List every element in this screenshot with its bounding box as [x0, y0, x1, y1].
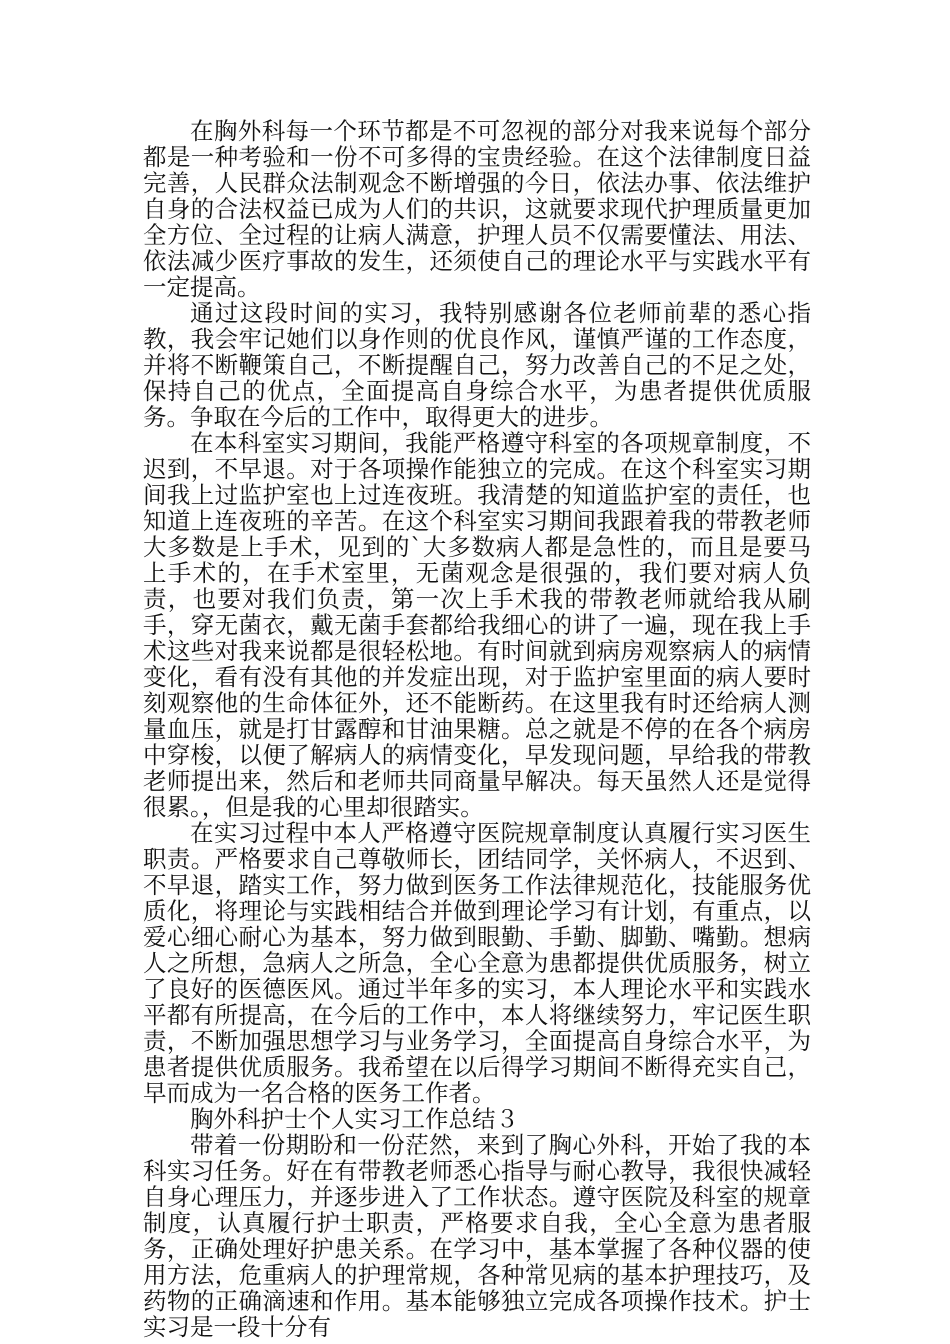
body-paragraph: 在实习过程中本人严格遵守医院规章制度认真履行实习医生职责。严格要求自己尊敬师长，团结同学，关怀病人，不迟到、不早退，踏实工作，努力做到医务工作法律规范化，技能服务优质化，将理论与实践相结合并做到理论学习有计划，有重点，以爱心细心耐心为基本，努力做到眼勤、手勤、脚勤、嘴勤。想病人之所想，急病人之所急，全心全意为患都提供优质服务，树立了良好的医德医风。通过半年多的实习，本人理论水平和实践水平都有所提高，在今后的工作中，本人将继续努力，牢记医生职责，不断加强思想学习与业务学习，全面提高自身综合水平，为患者提供优质服务。我希望在以后得学习期间不断得充实自己，早而成为一名合格的医务工作者。 — [143, 819, 811, 1107]
document-body — [143, 118, 811, 1340]
body-paragraph: 在胸外科每一个环节都是不可忽视的部分对我来说每个部分都是一种考验和一份不可多得的宝贵经验。在这个法律制度日益完善，人民群众法制观念不断增强的今日，依法办事、依法维护自身的合法权益已成为人们的共识，这就要求现代护理质量更加全方位、全过程的让病人满意，护理人员不仅需要懂法、用法、依法减少医疗事故的发生，还须使自己的理论水平与实践水平有一定提高。 — [143, 117, 811, 301]
body-paragraph: 在本科室实习期间，我能严格遵守科室的各项规章制度，不迟到，不早退。对于各项操作能独立的完成。在这个科室实习期间我上过监护室也上过连夜班。我清楚的知道监护室的责任，也知道上连夜班的辛苦。在这个科室实习期间我跟着我的带教老师大多数是上手术，见到的`大多数病人都是急性的，而且是要马上手术的，在手术室里，无菌观念是很强的，我们要对病人负责，也要对我们负责，第一次上手术我的带教老师就给我从刷手，穿无菌衣，戴无菌手套都给我细心的讲了一遍，现在我上手术这些对我来说都是很轻松地。有时间就到病房观察病人的病情变化，看有没有其他的并发症出现，对于监护室里面的病人要时刻观察他的生命体征外，还不能断药。在这里我有时还给病人测量血压，就是打甘露醇和甘油果糖。总之就是不停的在各个病房中穿梭，以便了解病人的病情变化，早发现问题，早给我的带教老师提出来，然后和老师共同商量早解决。每天虽然人还是觉得很累。，但是我的心里却很踏实。 — [143, 429, 811, 821]
body-paragraph: 带着一份期盼和一份茫然，来到了胸心外科，开始了我的本科实习任务。好在有带教老师悉心指导与耐心教导，我很快减轻自身心理压力，并逐步进入了工作状态。遵守医院及科室的规章制度，认真履行护士职责，严格要求自我，全心全意为患者服务，正确处理好护患关系。在学习中，基本掌握了各种仪器的使用方法，危重病人的护理常规，各种常见病的基本护理技巧，及药物的正确滴速和作用。基本能够独立完成各项操作技术。护士实习是一段十分有 — [143, 1131, 811, 1341]
section-heading: 胸外科护士个人实习工作总结３ — [190, 1105, 519, 1133]
body-paragraph: 通过这段时间的实习，我特别感谢各位老师前辈的悉心指教，我会牢记她们以身作则的优良作风，谨慎严谨的工作态度，并将不断鞭策自己，不断提醒自己，努力改善自己的不足之处，保持自己的优点，全面提高自身综合水平，为患者提供优质服务。争取在今后的工作中，取得更大的进步。 — [143, 299, 811, 431]
